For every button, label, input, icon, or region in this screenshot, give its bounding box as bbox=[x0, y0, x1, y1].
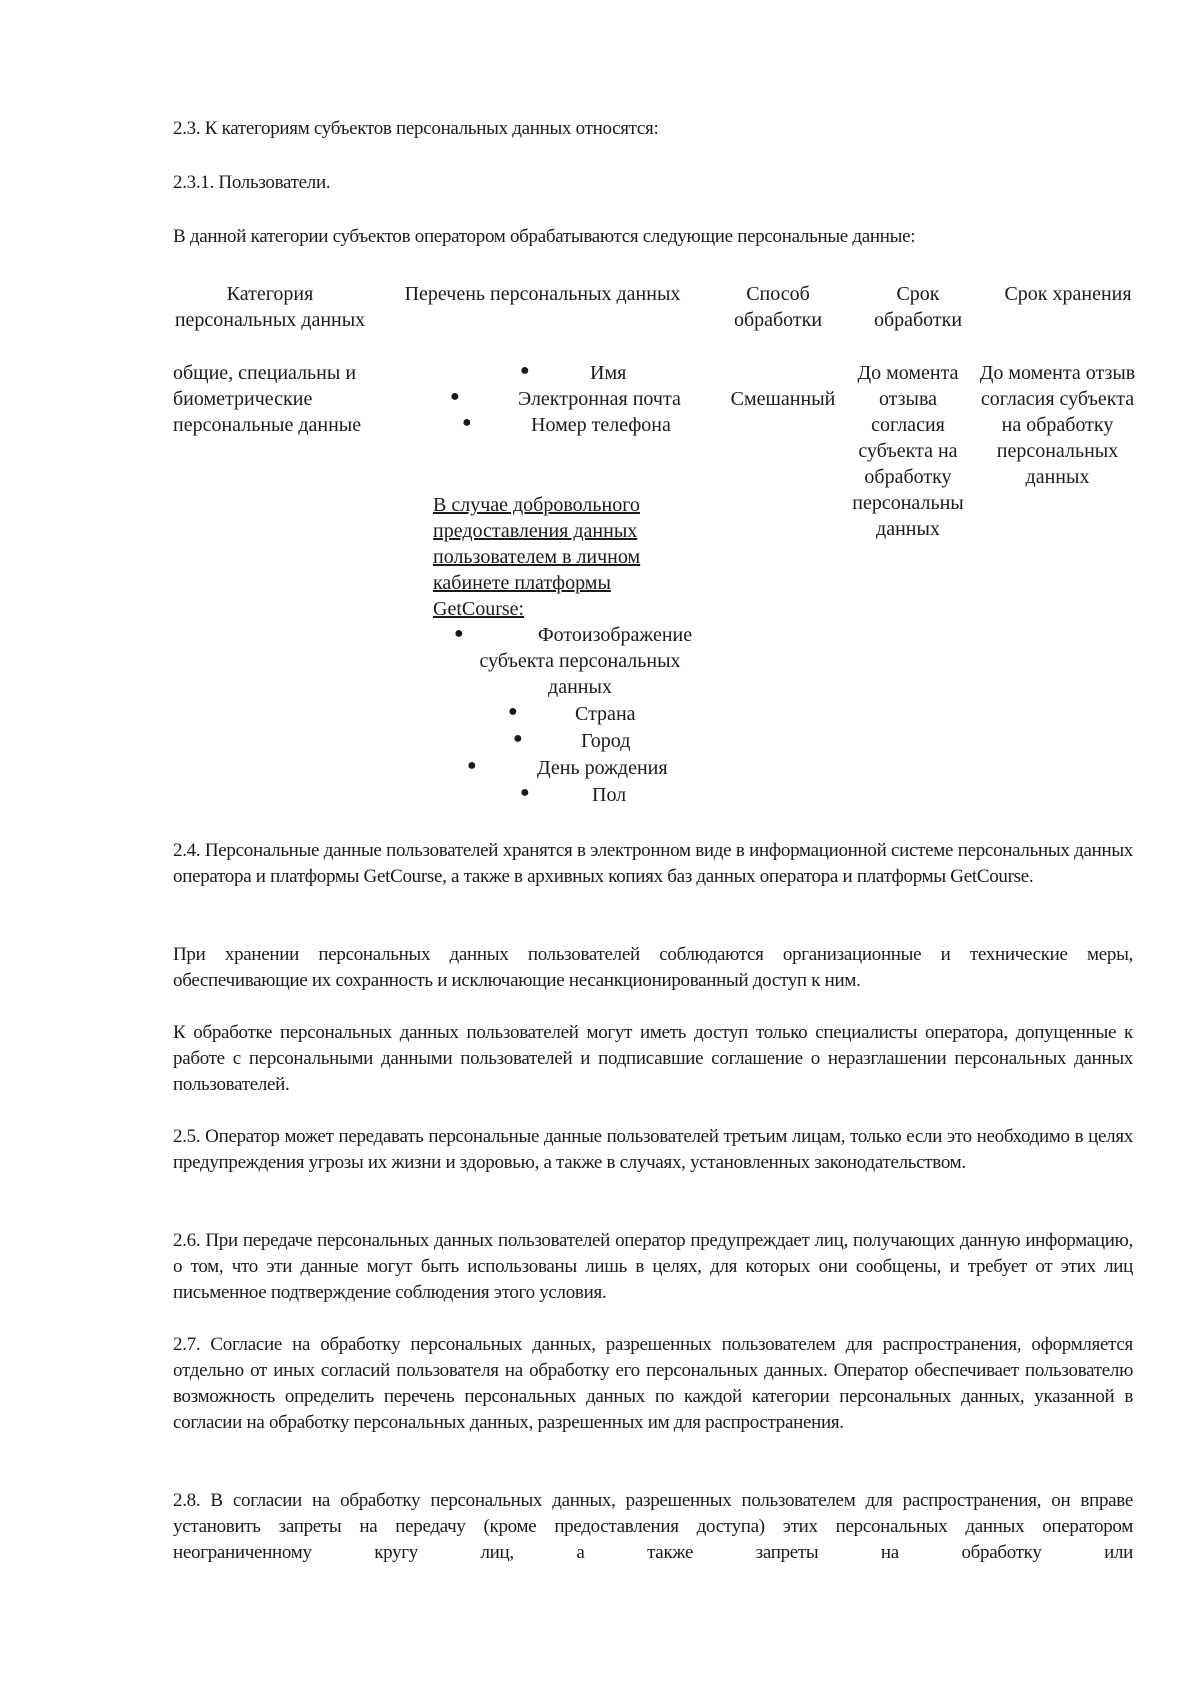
list-item: Номер телефона bbox=[531, 414, 671, 436]
table-header-list: Перечень персональных данных bbox=[404, 283, 681, 305]
table-cell-category: общие, специальны и биометрические персональные данные bbox=[173, 362, 362, 436]
paragraph-2-5: 2.5. Оператор может передавать персональные данные пользователей третьим лицам, только если это необходимо в целях предупреждения угрозы их жизни и здоровью, а также в случаях, установленных законодательством. bbox=[173, 1126, 1133, 1173]
bullet-icon: ● bbox=[520, 362, 530, 379]
paragraph-2-7: 2.7. Согласие на обработку персональных данных, разрешенных пользователем для распространения, оформляется отдельно от иных согласий пользователя на обработку его персональных данных. Оператор обеспечивает пользователю возможность определить перечень персональных данных по каждой категории персональных данных, указанной в согласии на обработку персональных данных, разрешенных им для распространения. bbox=[173, 1334, 1133, 1433]
bullet-icon: ● bbox=[450, 388, 460, 405]
table-header-storage-term: Срок хранения bbox=[1004, 283, 1132, 305]
bullet-icon: ● bbox=[462, 414, 472, 431]
paragraph-2-4: 2.4. Персональные данные пользователей хранятся в электронном виде в информационной системе персональных данных оператора и платформы GetCourse, а также в архивных копиях баз данных оператора и платформы GetCourse. bbox=[173, 840, 1133, 887]
heading-2-3: 2.3. К категориям субъектов персональных данных относятся: bbox=[173, 118, 659, 139]
bullet-icon: ● bbox=[508, 703, 518, 720]
bullet-icon: ● bbox=[520, 784, 530, 801]
table-header-processing-term: Срок обработки bbox=[873, 283, 963, 331]
voluntary-note: В случае добровольного предоставления данных пользователем в личном кабинете платформы GetCourse: bbox=[433, 494, 641, 620]
list-item: Имя bbox=[590, 362, 627, 384]
heading-2-3-1: 2.3.1. Пользователи. bbox=[173, 172, 331, 193]
paragraph-2-6: 2.6. При передаче персональных данных пользователей оператор предупреждает лиц, получающих данную информацию, о том, что эти данные могут быть использованы лишь в целях, для которых они сообщены, и требует от этих лиц письменное подтверждение соблюдения этого условия. bbox=[173, 1230, 1133, 1303]
intro-text: В данной категории субъектов оператором обрабатываются следующие персональные данные: bbox=[173, 226, 916, 247]
bullet-icon: ● bbox=[513, 730, 523, 747]
table-cell-processing-term: До момента отзыва согласия субъекта на обработку персональны данных bbox=[852, 362, 964, 540]
paragraph-access: К обработке персональных данных пользователей могут иметь доступ только специалисты оператора, допущенные к работе с персональными данными пользователей и подписавшие соглашение о неразглашении персональных данных пользователей. bbox=[173, 1022, 1133, 1095]
list-item: Пол bbox=[592, 784, 627, 806]
table-header-category: Категория персональных данных bbox=[174, 283, 366, 331]
list-item: Город bbox=[581, 730, 631, 752]
table-cell-storage-term: До момента отзыв согласия субъекта на обработку персональных данных bbox=[979, 362, 1136, 488]
list-item: Страна bbox=[575, 703, 636, 725]
list-item: Электронная почта bbox=[518, 388, 681, 410]
table-cell-method: Смешанный bbox=[730, 388, 836, 410]
bullet-icon: ● bbox=[454, 625, 464, 642]
paragraph-2-8: 2.8. В согласии на обработку персональных данных, разрешенных пользователем для распространения, он вправе установить запреты на передачу (кроме предоставления доступа) этих персональных данных оператором неограниченному кругу лиц, а также запреты на обработку или bbox=[173, 1490, 1133, 1563]
list-item: Фотоизображение субъекта персональных данных bbox=[479, 624, 693, 698]
paragraph-storage-measures: При хранении персональных данных пользователей соблюдаются организационные и технические меры, обеспечивающие их сохранность и исключающие несанкционированный доступ к ним. bbox=[173, 944, 1133, 991]
list-item: День рождения bbox=[537, 757, 668, 779]
bullet-icon: ● bbox=[467, 757, 477, 774]
table-header-method: Способ обработки bbox=[733, 283, 823, 331]
